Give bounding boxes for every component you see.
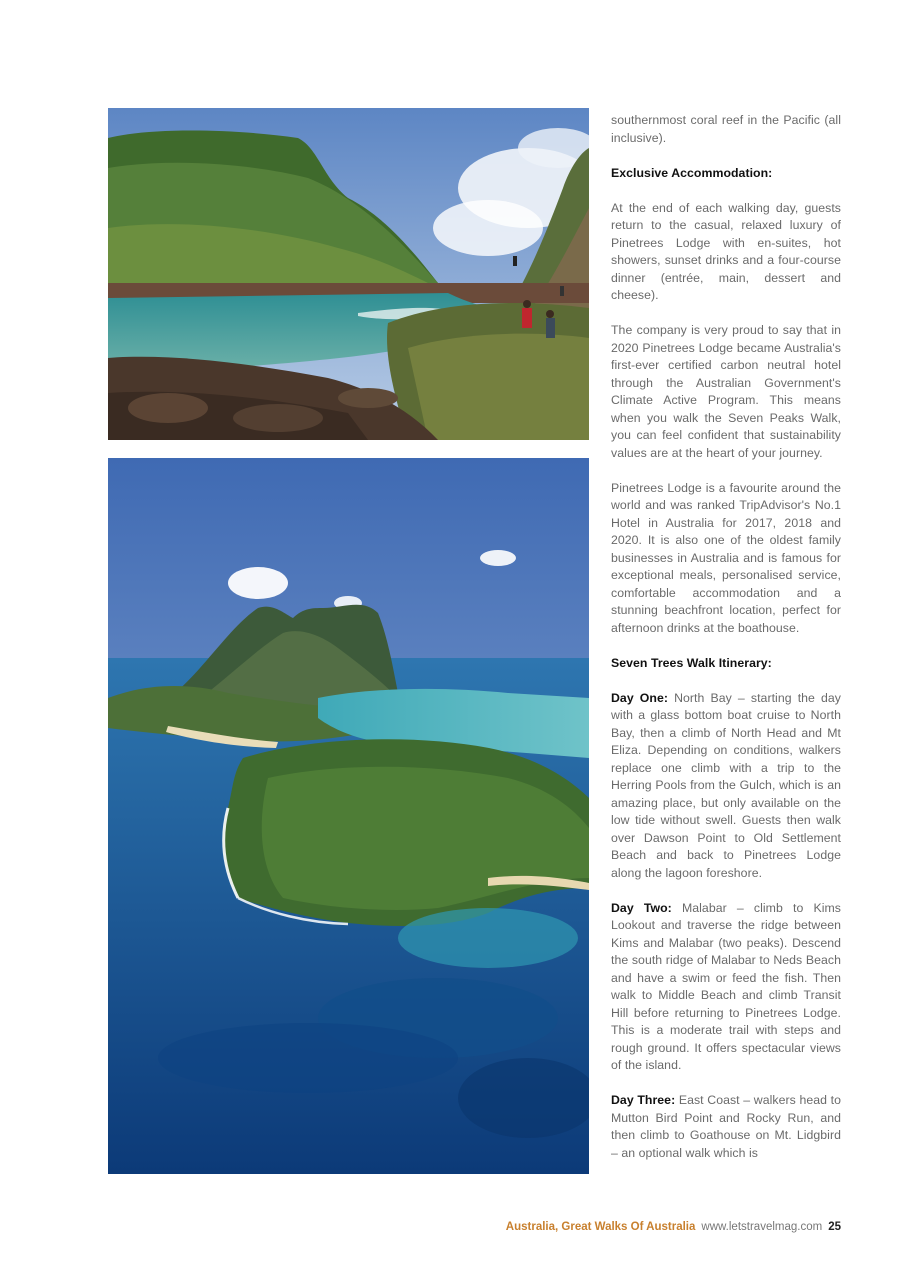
article-column	[611, 112, 841, 1162]
paragraph-day-two	[611, 900, 841, 1075]
day-two-text: Malabar – climb to Kims Lookout and traverse the ridge between Kims and Malabar (two peaks). Descend the south ridge of Malabar to Neds Beach and have a swim or feed the fish. Then walk to Middle Beach and climb Transit Hill before returning to Pinetrees Lodge. This is a moderate trail with steps and rough ground. It offers spectacular views of the island.	[611, 900, 841, 1072]
day-three-label: Day Three:	[611, 1093, 676, 1107]
day-one-label: Day One:	[611, 690, 669, 705]
paragraph-reef: southernmost coral reef in the Pacific (all inclusive).	[611, 113, 841, 145]
paragraph-day-one	[611, 690, 841, 883]
day-two-label: Day Two:	[611, 900, 672, 915]
paragraph-carbon-neutral: The company is very proud to say that in 2020 Pinetrees Lodge became Australia's first-ever certified carbon neutral hotel through the Australian Government's Climate Active Program. This means when you walk the Seven Peaks Walk, you can feel confident that sustainability values are at the heart of your journey.	[611, 323, 841, 460]
paragraph-day-three	[611, 1092, 841, 1162]
footer-url[interactable]: www.letstravelmag.com	[701, 1221, 823, 1233]
day-one-text: North Bay – starting the day with a glass bottom boat cruise to North Bay, then a climb of North Head and Mt Eliza. Depending on conditions, walkers replace one climb with a trip to the Herring Pools from the Gulch, which is an amazing place, but only available on the low tide without swell. Guests then walk over Dawson Point to Old Settlement Beach and back to Pinetrees Lodge along the lagoon foreshore.	[611, 690, 842, 880]
heading-accommodation: Exclusive Accommodation:	[611, 165, 773, 180]
coastal-rock-pool-photo	[108, 108, 589, 440]
day-three-text: East Coast – walkers head to Mutton Bird Point and Rocky Run, and then climb to Goathouse on Mt. Lidgbird – an optional walk which is	[611, 1093, 841, 1160]
page-footer	[506, 1221, 841, 1233]
aerial-island-photo	[108, 458, 589, 1174]
paragraph-tripadvisor: Pinetrees Lodge is a favourite around the world and was ranked TripAdvisor's No.1 Hotel in Australia for 2017, 2018 and 2020. It is also one of the oldest family businesses in Australia and is famous for exceptional meals, personalised service, comfortable accommodation and a stunning beachfront location, perfect for afternoon drinks at the boathouse.	[611, 480, 841, 635]
heading-itinerary: Seven Trees Walk Itinerary:	[611, 655, 772, 670]
footer-section-title: Australia, Great Walks Of Australia	[505, 1221, 696, 1233]
page-number: 25	[828, 1221, 841, 1233]
paragraph-lodge-luxury: At the end of each walking day, guests return to the casual, relaxed luxury of Pinetrees Lodge with en-suites, hot showers, sunset drinks and a four-course dinner (entrée, main, dessert and cheese).	[611, 200, 841, 302]
